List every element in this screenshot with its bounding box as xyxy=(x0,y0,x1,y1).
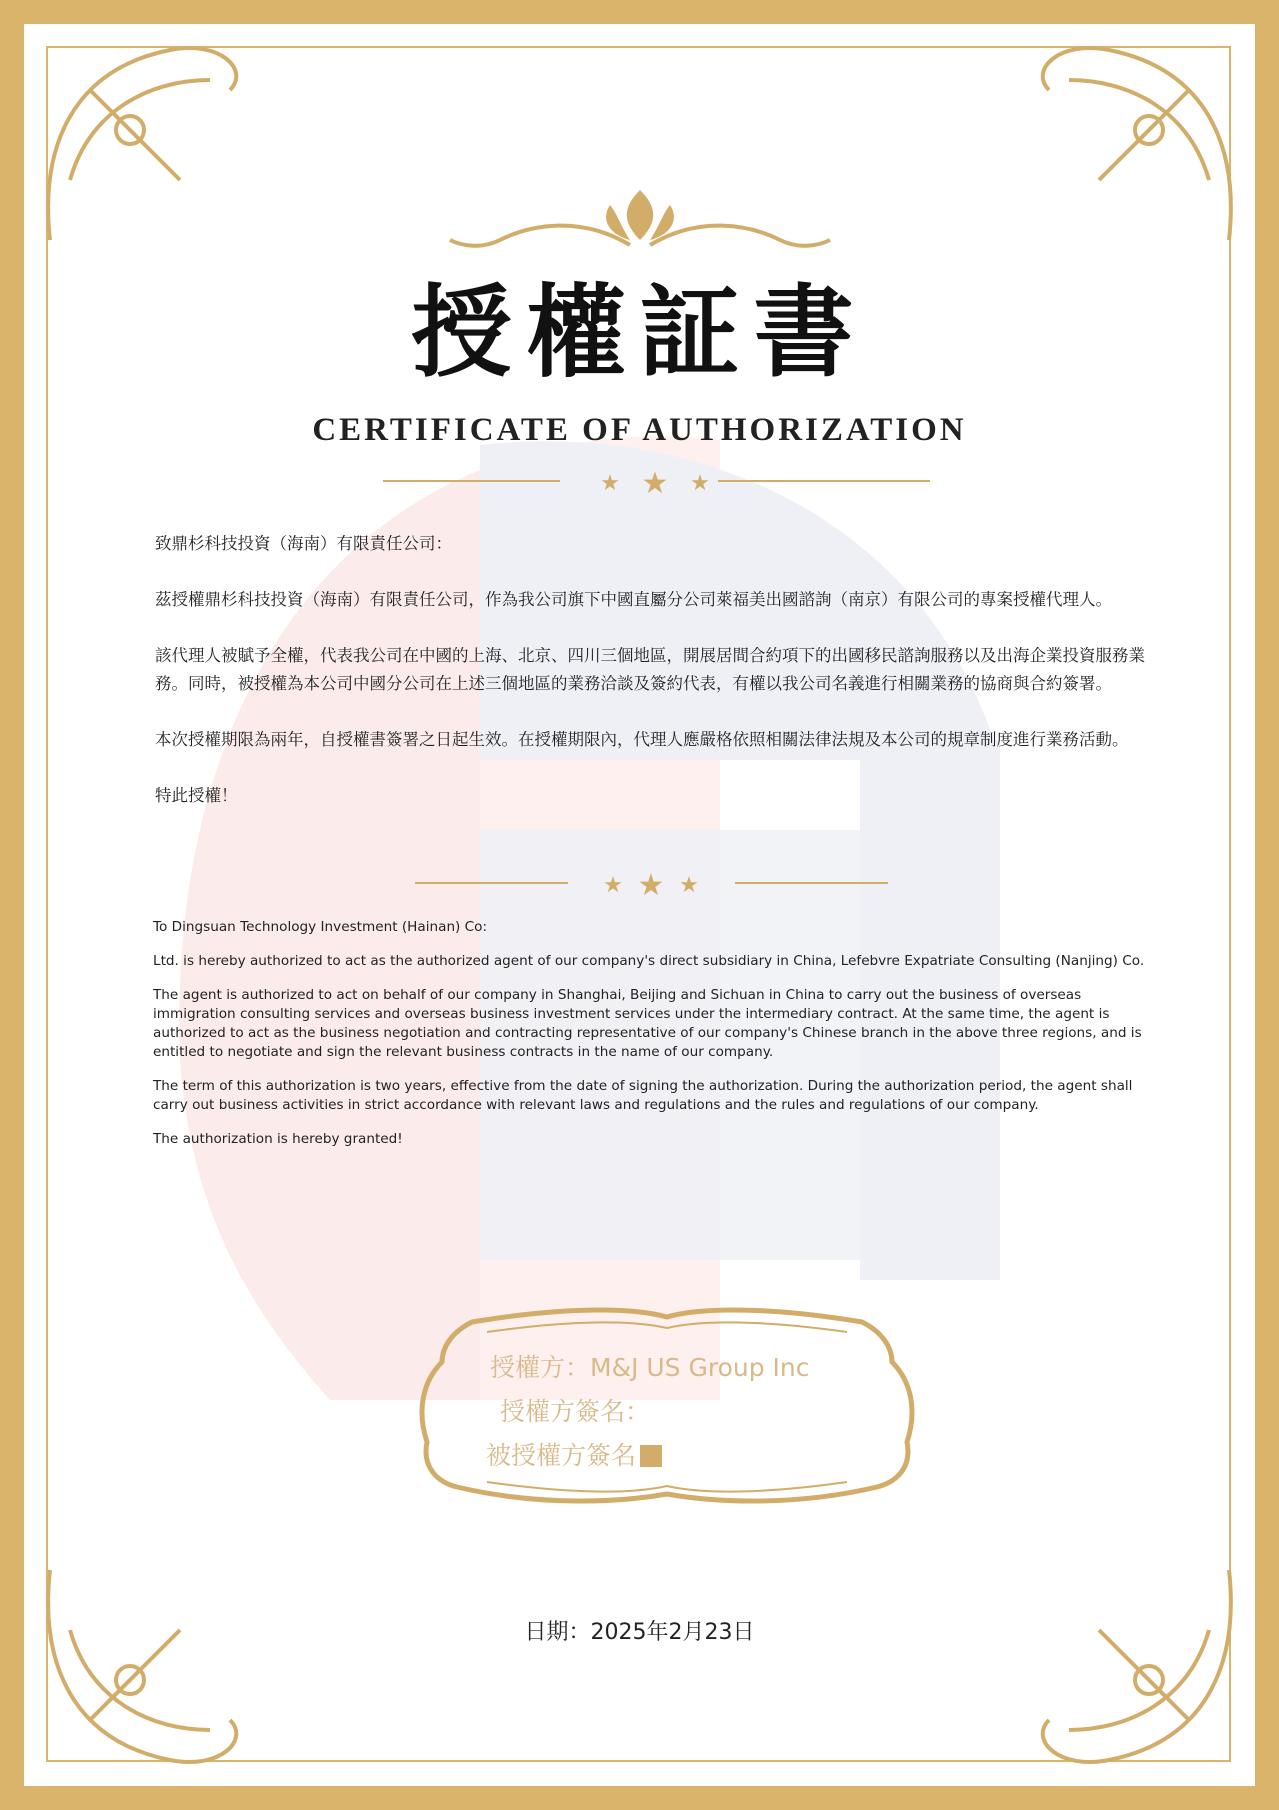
title-chinese: 授權証書 xyxy=(411,273,868,391)
english-closing: The authorization is hereby granted! xyxy=(153,1131,403,1147)
english-salutation: To Dingsuan Technology Investment (Hainan) Co: xyxy=(153,919,488,935)
svg-text:★: ★ xyxy=(603,873,623,898)
chinese-body xyxy=(155,530,1155,838)
crown-ornament xyxy=(440,185,840,265)
title-english: CERTIFICATE OF AUTHORIZATION xyxy=(312,412,967,448)
chinese-paragraph: 本次授權期限為兩年，自授權書簽署之日起生效。在授權期限內，代理人應嚴格依照相關法律法規及本公司的規章制度進行業務活動。 xyxy=(155,730,1129,749)
star-divider-middle xyxy=(0,868,1279,898)
grantor-name: 授權方：M&J US Group Inc xyxy=(490,1353,810,1382)
svg-text:★: ★ xyxy=(600,471,620,496)
chinese-paragraph: 茲授權鼎杉科技投資（海南）有限責任公司，作為我公司旗下中國直屬分公司萊福美出國諮詢（南京）有限公司的專案授權代理人。 xyxy=(155,590,1112,609)
chinese-paragraph: 該代理人被賦予全權，代表我公司在中國的上海、北京、四川三個地區，開展居間合約項下的出國移民諮詢服務以及出海企業投資服務業務。同時，被授權為本公司中國分公司在上述三個地區的業務洽談及簽約代表，有權以我公司名義進行相關業務的協商與合約簽署。 xyxy=(155,646,1145,693)
corner-ornament-top-right xyxy=(1019,30,1249,260)
svg-text:★: ★ xyxy=(690,471,710,496)
signature-redaction-mark xyxy=(640,1445,662,1467)
english-paragraph: The agent is authorized to act on behalf of our company in Shanghai, Beijing and Sichuan in China to carry out the business of overseas immigration consulting services and overseas business investment services under the intermediary contract. At the same time, the agent is authorized to act as the business negotiation and contracting representative of our company's Chinese branch in the above three regions, and is entitled to negotiate and sign the relevant business contracts in the name of our company. xyxy=(153,987,1142,1060)
english-paragraph: Ltd. is hereby authorized to act as the authorized agent of our company's direct subsidiary in China, Lefebvre Expatriate Consulting (Nanjing) Co. xyxy=(153,953,1145,969)
corner-ornament-bottom-right xyxy=(1019,1550,1249,1780)
english-body xyxy=(153,918,1163,1164)
grantor-signature-label: 授權方簽名： xyxy=(500,1397,651,1426)
grantee-signature-line xyxy=(486,1436,662,1472)
chinese-salutation: 致鼎杉科技投資（海南）有限責任公司： xyxy=(155,534,452,553)
svg-text:★: ★ xyxy=(679,873,699,898)
corner-ornament-bottom-left xyxy=(30,1550,260,1780)
star-divider-top xyxy=(0,466,1279,496)
signature-cartouche-frame xyxy=(412,1302,922,1517)
chinese-closing: 特此授權！ xyxy=(155,786,238,805)
grantee-signature-label: 被授權方簽名 xyxy=(486,1441,637,1470)
english-paragraph: The term of this authorization is two years, effective from the date of signing the authorization. During the authorization period, the agent shall carry out business activities in strict accordance with relevant laws and regulations and the rules and regulations of our company. xyxy=(153,1078,1133,1113)
issue-date: 日期：2025年2月23日 xyxy=(524,1620,755,1645)
svg-text:★: ★ xyxy=(637,868,665,898)
corner-ornament-top-left xyxy=(30,30,260,260)
svg-text:★: ★ xyxy=(641,466,669,496)
